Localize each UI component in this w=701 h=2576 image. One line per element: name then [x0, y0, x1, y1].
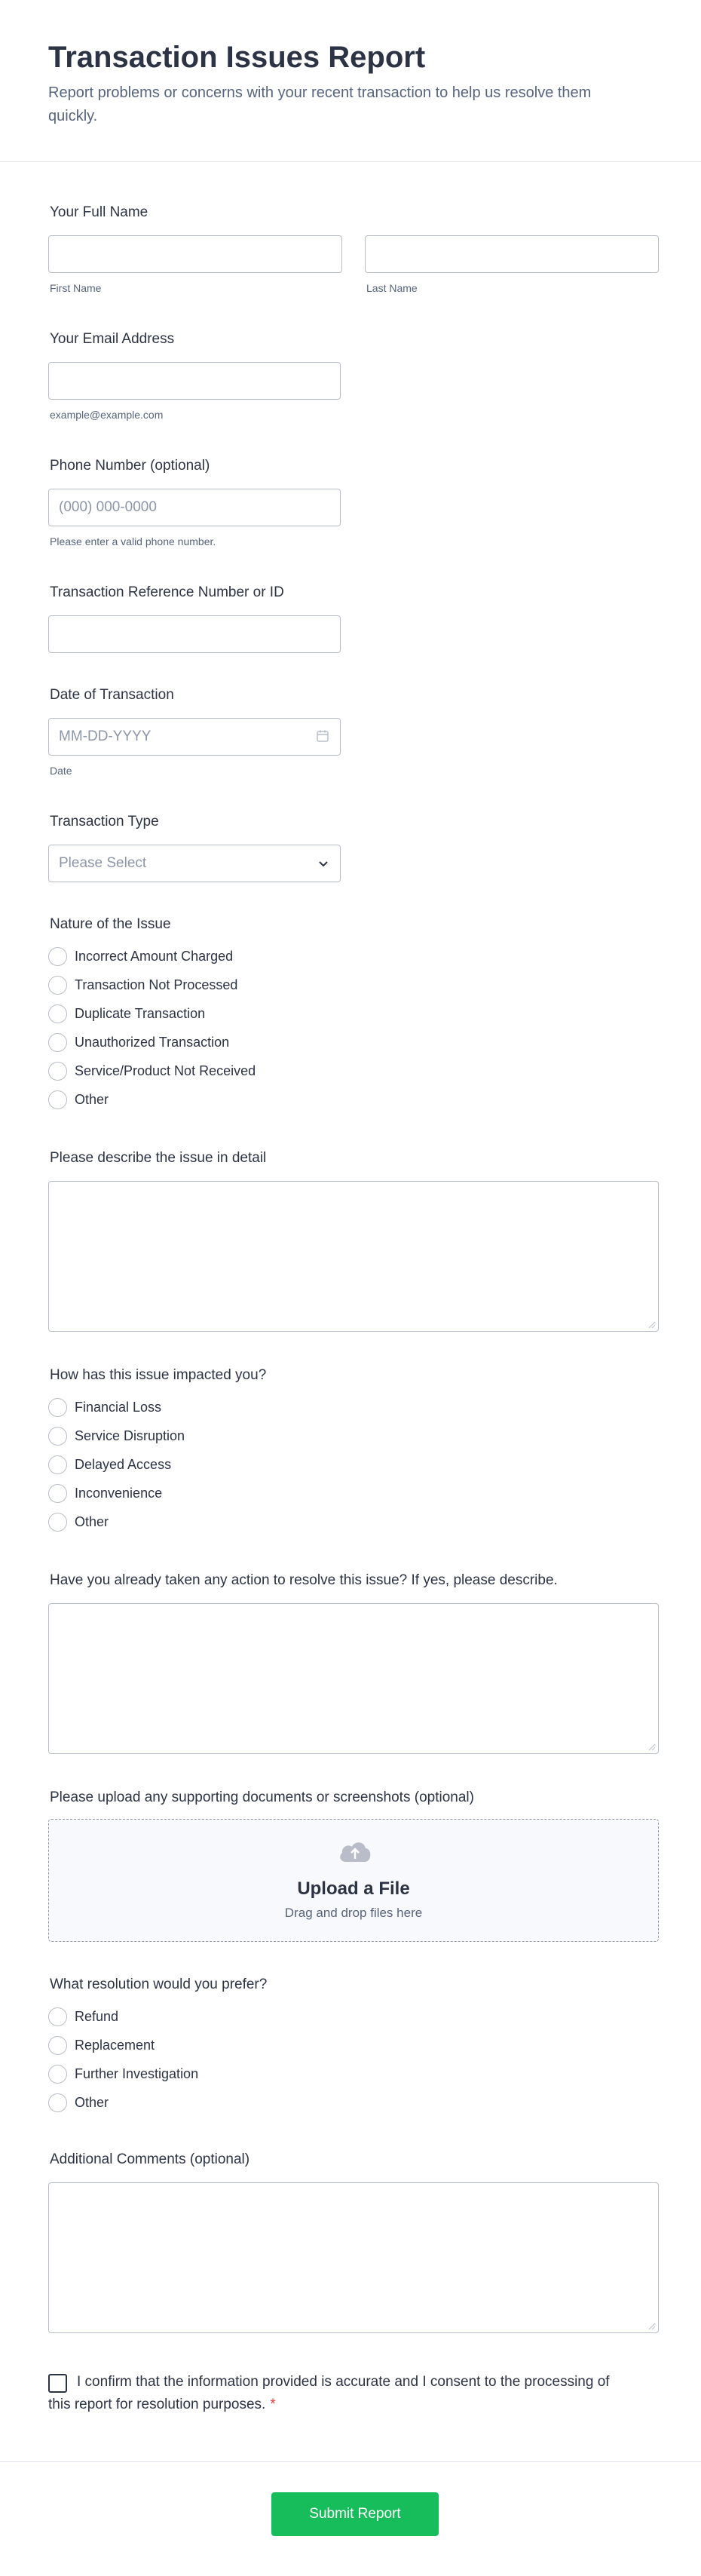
upload-subtitle: Drag and drop files here: [284, 1906, 423, 1920]
radio-button[interactable]: [48, 2093, 67, 2112]
impact-section: [48, 1366, 659, 1540]
radio-button[interactable]: [48, 1004, 67, 1023]
confirm-text: [48, 2371, 621, 2416]
comments-textarea[interactable]: [48, 2182, 659, 2333]
date-label: Date of Transaction: [50, 687, 174, 703]
describe-section: [48, 1149, 659, 1338]
nature-option[interactable]: [48, 1003, 205, 1024]
confirm-section: [48, 2371, 659, 2419]
nature-option[interactable]: [48, 974, 237, 995]
action-label: Have you already taken any action to resolve this issue? If yes, please describe.: [50, 1572, 558, 1588]
radio-button[interactable]: [48, 1398, 67, 1417]
option-label: Further Investigation: [75, 2065, 199, 2081]
action-section: [48, 1572, 659, 1760]
radio-button[interactable]: [48, 1090, 67, 1109]
option-label: Replacement: [75, 2037, 155, 2053]
transaction-type-section: [48, 813, 659, 888]
option-label: Other: [75, 1091, 109, 1107]
phone-sublabel: Please enter a valid phone number.: [50, 535, 216, 547]
resolution-option[interactable]: [48, 2006, 118, 2027]
resize-handle-icon[interactable]: [648, 2323, 656, 2330]
transaction-type-select[interactable]: [48, 845, 341, 882]
date-sublabel: Date: [50, 765, 72, 777]
resize-handle-icon[interactable]: [648, 1321, 656, 1329]
email-sublabel: example@example.com: [50, 409, 164, 421]
upload-label: Please upload any supporting documents or screenshots (optional): [50, 1789, 474, 1805]
form-header: [0, 0, 701, 162]
radio-button[interactable]: [48, 2065, 67, 2084]
email-label: Your Email Address: [50, 331, 175, 347]
nature-option[interactable]: [48, 1089, 109, 1110]
date-placeholder: MM-DD-YYYY: [59, 728, 152, 744]
resolution-label: What resolution would you prefer?: [50, 1976, 268, 1992]
full-name-label: Your Full Name: [50, 204, 148, 220]
option-label: Refund: [75, 2008, 119, 2024]
impact-label: How has this issue impacted you?: [50, 1367, 267, 1383]
date-section: [48, 686, 659, 784]
option-label: Incorrect Amount Charged: [75, 948, 234, 964]
option-label: Duplicate Transaction: [75, 1005, 206, 1021]
impact-option[interactable]: [48, 1425, 185, 1446]
describe-label: Please describe the issue in detail: [50, 1150, 267, 1166]
radio-button[interactable]: [48, 2036, 67, 2055]
radio-button[interactable]: [48, 947, 67, 966]
radio-button[interactable]: [48, 1427, 67, 1446]
resolution-option[interactable]: [48, 2035, 155, 2056]
resize-handle-icon[interactable]: [648, 1743, 656, 1751]
option-label: Other: [75, 2094, 109, 2110]
submit-button[interactable]: Submit Report: [271, 2492, 439, 2536]
radio-button[interactable]: [48, 1033, 67, 1052]
reference-label: Transaction Reference Number or ID: [50, 584, 284, 600]
upload-title: Upload a File: [297, 1878, 410, 1899]
full-name-section: [48, 204, 659, 302]
reference-section: [48, 584, 659, 659]
required-mark: *: [270, 2397, 276, 2412]
impact-option[interactable]: [48, 1483, 162, 1504]
resolution-option[interactable]: [48, 2063, 198, 2084]
cloud-upload-icon: [337, 1838, 373, 1869]
file-upload-dropzone[interactable]: [48, 1819, 659, 1942]
option-label: Transaction Not Processed: [75, 977, 238, 992]
last-name-sublabel: Last Name: [366, 282, 418, 294]
page-title: Transaction Issues Report: [48, 41, 426, 74]
option-label: Service Disruption: [75, 1428, 185, 1443]
nature-label: Nature of the Issue: [50, 916, 171, 932]
comments-section: [48, 2151, 659, 2339]
phone-section: [48, 457, 659, 555]
phone-placeholder: (000) 000-0000: [59, 499, 157, 515]
form-footer: [0, 2461, 701, 2576]
confirm-checkbox[interactable]: [48, 2374, 67, 2393]
radio-button[interactable]: [48, 2007, 67, 2026]
reference-input[interactable]: [48, 615, 341, 653]
transaction-type-label: Transaction Type: [50, 814, 159, 830]
nature-option[interactable]: [48, 946, 233, 967]
option-label: Other: [75, 1513, 109, 1529]
radio-button[interactable]: [48, 1484, 67, 1503]
radio-button[interactable]: [48, 976, 67, 995]
nature-section: [48, 915, 659, 1112]
first-name-sublabel: First Name: [50, 282, 102, 294]
email-section: [48, 330, 659, 428]
resolution-option[interactable]: [48, 2092, 109, 2113]
radio-button[interactable]: [48, 1062, 67, 1081]
option-label: Inconvenience: [75, 1485, 163, 1501]
impact-option[interactable]: [48, 1454, 171, 1475]
impact-option[interactable]: [48, 1397, 161, 1418]
transaction-type-placeholder: Please Select: [59, 855, 147, 871]
option-label: Delayed Access: [75, 1456, 172, 1472]
last-name-input[interactable]: [365, 235, 659, 273]
comments-label: Additional Comments (optional): [50, 2151, 250, 2167]
option-label: Financial Loss: [75, 1399, 162, 1415]
page-subtitle: Report problems or concerns with your recent transaction to help us resolve them quickly.: [48, 84, 592, 124]
radio-button[interactable]: [48, 1455, 67, 1474]
phone-label: Phone Number (optional): [50, 458, 210, 474]
first-name-input[interactable]: [48, 235, 342, 273]
impact-option[interactable]: [48, 1511, 109, 1532]
date-input[interactable]: [48, 718, 341, 756]
upload-section: [48, 1789, 659, 1947]
option-label: Unauthorized Transaction: [75, 1034, 230, 1050]
nature-option[interactable]: [48, 1032, 229, 1053]
confirm-label: I confirm that the information provided is accurate and I consent to the processing of this report for resolution purposes.: [48, 2374, 610, 2412]
phone-input[interactable]: [48, 489, 341, 526]
chevron-down-icon: [317, 857, 329, 873]
email-field[interactable]: [48, 362, 341, 400]
action-textarea[interactable]: [48, 1603, 659, 1754]
nature-option[interactable]: [48, 1060, 256, 1081]
radio-button[interactable]: [48, 1513, 67, 1532]
option-label: Service/Product Not Received: [75, 1063, 256, 1078]
describe-textarea[interactable]: [48, 1181, 659, 1332]
resolution-section: [48, 1976, 659, 2127]
calendar-icon[interactable]: [316, 729, 329, 747]
